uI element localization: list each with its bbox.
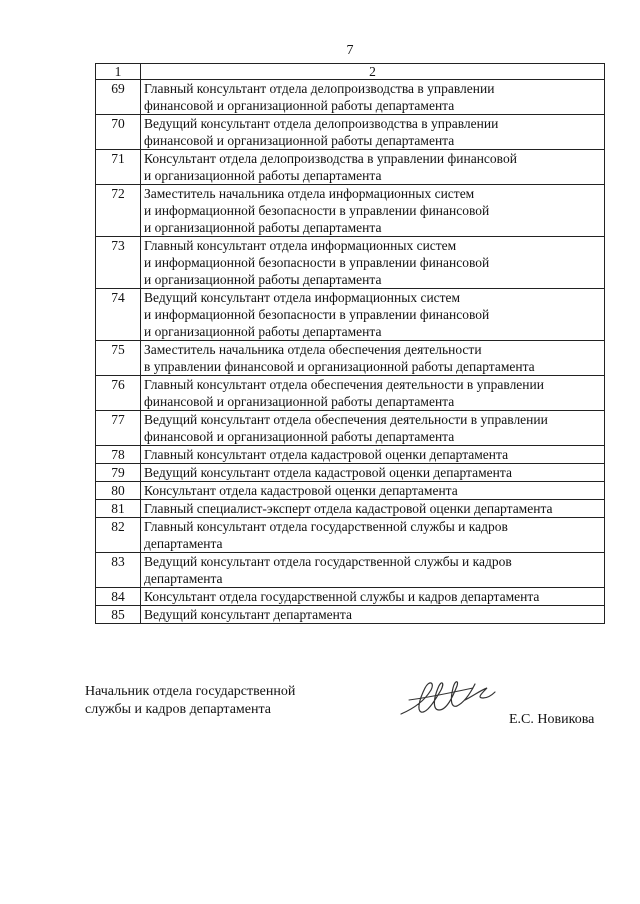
row-number: 83 bbox=[96, 553, 141, 588]
row-text-line: Ведущий консультант отдела государственной службы и кадров bbox=[144, 554, 512, 569]
row-text-line: Главный консультант отдела обеспечения деятельности в управлении bbox=[144, 377, 544, 392]
row-position-title bbox=[141, 185, 605, 237]
row-text-line: финансовой и организационной работы департамента bbox=[144, 394, 455, 409]
row-position-title bbox=[141, 80, 605, 115]
row-text-line: и информационной безопасности в управлении финансовой bbox=[144, 203, 490, 218]
row-position-title bbox=[141, 482, 605, 500]
row-position-title bbox=[141, 289, 605, 341]
row-number: 85 bbox=[96, 606, 141, 624]
row-text-line: в управлении финансовой и организационной работы департамента bbox=[144, 359, 535, 374]
row-position-title bbox=[141, 553, 605, 588]
table-row bbox=[96, 411, 605, 446]
row-text-line: Ведущий консультант отдела обеспечения деятельности в управлении bbox=[144, 412, 548, 427]
row-number: 79 bbox=[96, 464, 141, 482]
row-text-line: Консультант отдела делопроизводства в управлении финансовой bbox=[144, 151, 517, 166]
row-number: 70 bbox=[96, 115, 141, 150]
table-row bbox=[96, 341, 605, 376]
row-text-line: финансовой и организационной работы департамента bbox=[144, 429, 455, 444]
row-text-line: и организационной работы департамента bbox=[144, 272, 382, 287]
row-number: 80 bbox=[96, 482, 141, 500]
row-text-line: и организационной работы департамента bbox=[144, 324, 382, 339]
row-number: 75 bbox=[96, 341, 141, 376]
table-body bbox=[96, 64, 605, 624]
row-number: 82 bbox=[96, 518, 141, 553]
column-header-number: 1 bbox=[96, 64, 141, 80]
table-row bbox=[96, 464, 605, 482]
row-number: 73 bbox=[96, 237, 141, 289]
row-number: 78 bbox=[96, 446, 141, 464]
row-text-line: Главный консультант отдела кадастровой оценки департамента bbox=[144, 447, 509, 462]
row-text-line: Главный консультант отдела делопроизводства в управлении bbox=[144, 81, 495, 96]
row-text-line: Главный специалист-эксперт отдела кадастровой оценки департамента bbox=[144, 501, 553, 516]
signatory-position bbox=[85, 683, 295, 719]
row-number: 77 bbox=[96, 411, 141, 446]
table-row bbox=[96, 150, 605, 185]
table-row bbox=[96, 482, 605, 500]
table-row bbox=[96, 376, 605, 411]
table-row bbox=[96, 500, 605, 518]
row-text-line: Ведущий консультант департамента bbox=[144, 607, 352, 622]
row-position-title bbox=[141, 150, 605, 185]
table-row bbox=[96, 80, 605, 115]
column-header-title: 2 bbox=[141, 64, 605, 80]
row-position-title bbox=[141, 411, 605, 446]
table-row bbox=[96, 237, 605, 289]
row-position-title bbox=[141, 588, 605, 606]
row-text-line: и информационной безопасности в управлении финансовой bbox=[144, 307, 490, 322]
row-position-title bbox=[141, 376, 605, 411]
row-position-title bbox=[141, 341, 605, 376]
row-text-line: Заместитель начальника отдела обеспечения деятельности bbox=[144, 342, 482, 357]
row-number: 84 bbox=[96, 588, 141, 606]
table-row bbox=[96, 289, 605, 341]
row-text-line: и информационной безопасности в управлении финансовой bbox=[144, 255, 490, 270]
row-position-title bbox=[141, 518, 605, 553]
row-text-line: Ведущий консультант отдела делопроизводства в управлении bbox=[144, 116, 499, 131]
row-number: 71 bbox=[96, 150, 141, 185]
row-number: 69 bbox=[96, 80, 141, 115]
table-row bbox=[96, 446, 605, 464]
table-row bbox=[96, 115, 605, 150]
row-number: 81 bbox=[96, 500, 141, 518]
row-text-line: департамента bbox=[144, 536, 223, 551]
row-number: 72 bbox=[96, 185, 141, 237]
row-text-line: Консультант отдела государственной службы и кадров департамента bbox=[144, 589, 540, 604]
table-row bbox=[96, 588, 605, 606]
table-row bbox=[96, 185, 605, 237]
positions-table bbox=[95, 63, 605, 624]
signature bbox=[395, 670, 500, 720]
row-number: 74 bbox=[96, 289, 141, 341]
row-position-title bbox=[141, 237, 605, 289]
row-text-line: финансовой и организационной работы департамента bbox=[144, 133, 455, 148]
page-number: 7 bbox=[346, 43, 354, 58]
signatory-name: Е.С. Новикова bbox=[509, 712, 595, 727]
row-position-title bbox=[141, 500, 605, 518]
row-text-line: Ведущий консультант отдела кадастровой оценки департамента bbox=[144, 465, 512, 480]
row-text-line: Консультант отдела кадастровой оценки департамента bbox=[144, 483, 458, 498]
signatory-position-line: службы и кадров департамента bbox=[85, 702, 271, 717]
row-text-line: и организационной работы департамента bbox=[144, 168, 382, 183]
row-text-line: Заместитель начальника отдела информационных систем bbox=[144, 186, 475, 201]
table-header-row bbox=[96, 64, 605, 80]
row-position-title bbox=[141, 606, 605, 624]
signatory-position-line: Начальник отдела государственной bbox=[85, 684, 296, 699]
row-position-title bbox=[141, 464, 605, 482]
row-text-line: департамента bbox=[144, 571, 223, 586]
row-text-line: Главный консультант отдела информационных систем bbox=[144, 238, 457, 253]
table-row bbox=[96, 553, 605, 588]
row-position-title bbox=[141, 115, 605, 150]
row-text-line: финансовой и организационной работы департамента bbox=[144, 98, 455, 113]
row-number: 76 bbox=[96, 376, 141, 411]
row-text-line: Ведущий консультант отдела информационных систем bbox=[144, 290, 461, 305]
row-text-line: и организационной работы департамента bbox=[144, 220, 382, 235]
table-row bbox=[96, 606, 605, 624]
row-position-title bbox=[141, 446, 605, 464]
row-text-line: Главный консультант отдела государственной службы и кадров bbox=[144, 519, 508, 534]
table-row bbox=[96, 518, 605, 553]
